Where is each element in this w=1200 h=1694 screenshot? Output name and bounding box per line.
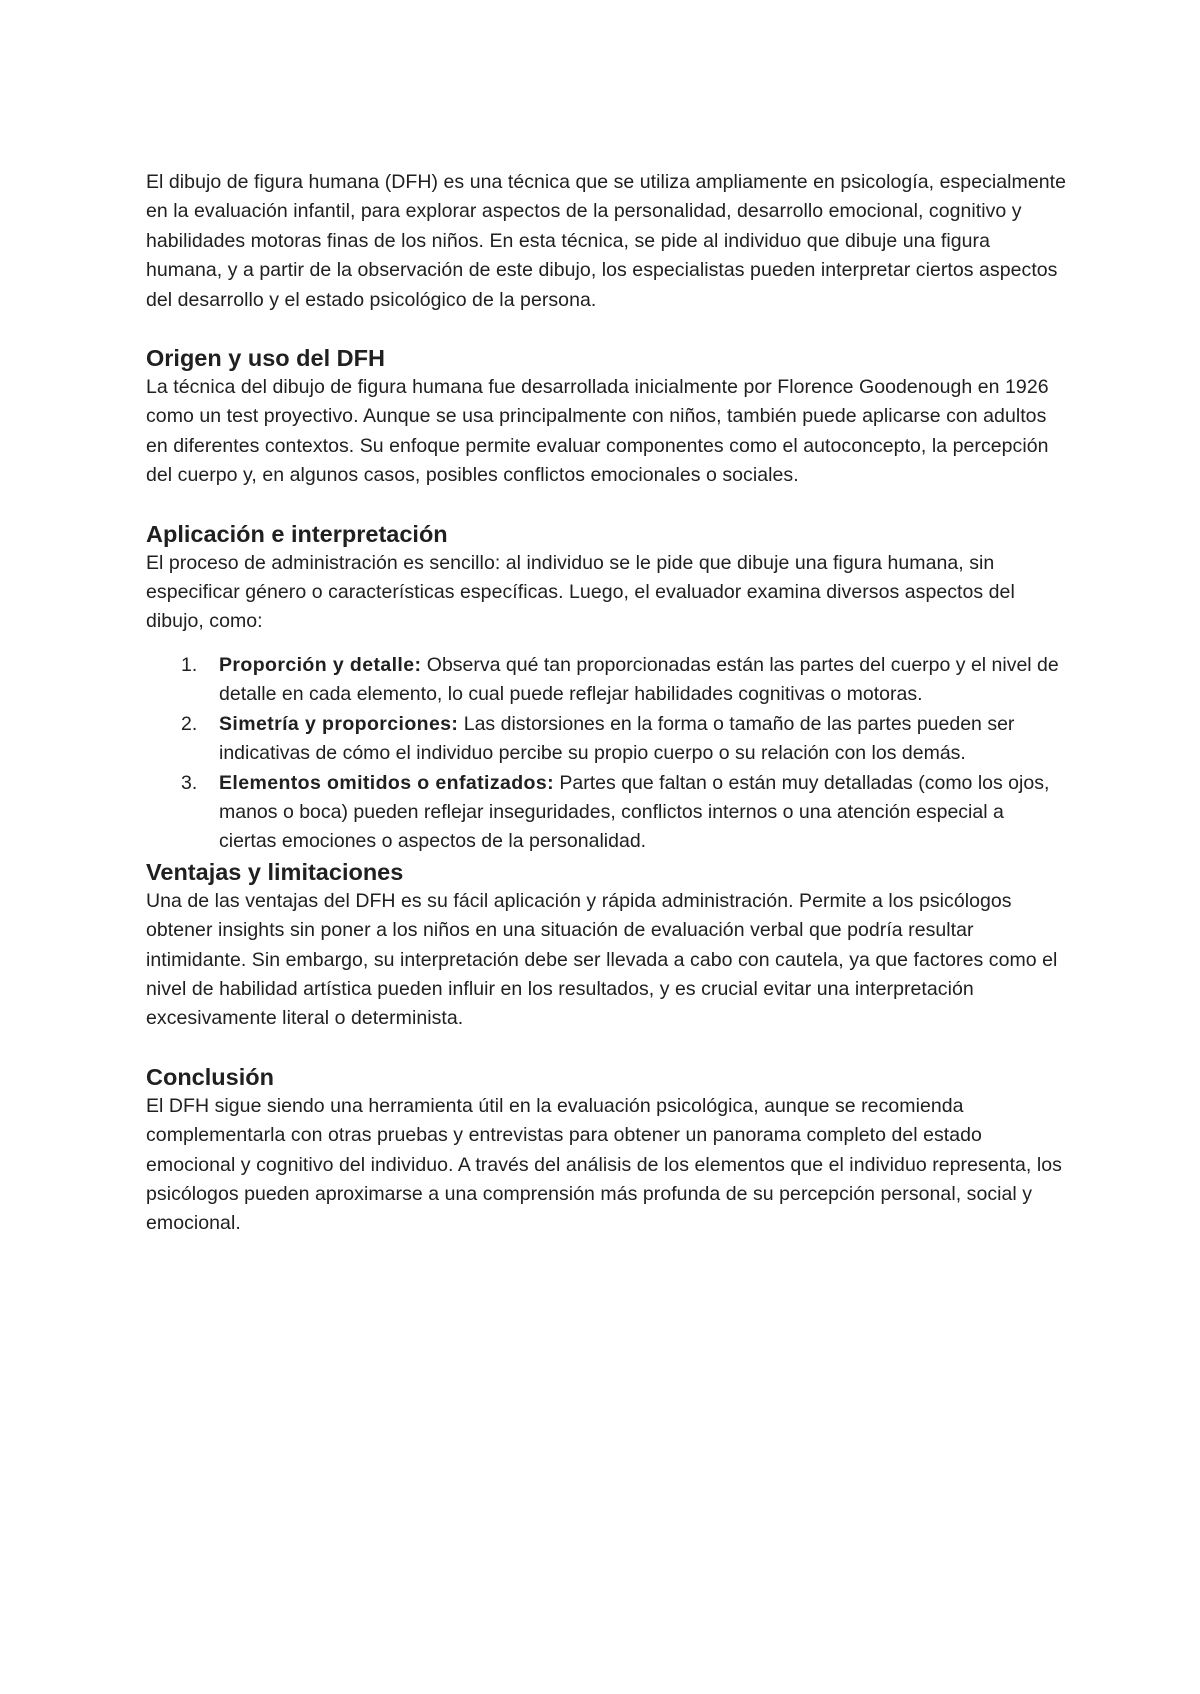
list-item — [146, 651, 1066, 710]
list-item — [146, 769, 1066, 857]
list-item-number: 2. — [181, 712, 198, 735]
section-heading-conclusion: Conclusión — [146, 1063, 274, 1090]
section-paragraph-conclusion: El DFH sigue siendo una herramienta útil en la evaluación psicológica, aunque se recomienda complementarla con otras pruebas y entrevistas para obtener un panorama completo del estado emocional y cognitivo del individuo. A través del análisis de los elementos que el individuo representa, los psicólogos pueden aproximarse a una comprensión más profunda de su percepción personal, social y emocional. — [146, 1094, 1062, 1235]
list-item — [146, 710, 1066, 769]
document-page — [146, 168, 1066, 1239]
numbered-list — [146, 651, 1066, 857]
section-heading-origen: Origen y uso del DFH — [146, 345, 385, 372]
list-item-text: Partes que faltan o están muy detalladas (como los ojos, manos o boca) pueden reflejar inseguridades, conflictos internos o una atención especial a ciertas emociones o aspectos de la personalidad. — [219, 771, 1050, 853]
list-item-term: Simetría y proporciones: — [219, 712, 459, 735]
section-heading-ventajas: Ventajas y limitaciones — [146, 858, 404, 885]
list-item-term: Proporción y detalle: — [219, 653, 422, 676]
list-item-text: Observa qué tan proporcionadas están las partes del cuerpo y el nivel de detalle en cada elemento, lo cual puede reflejar habilidades cognitivas o motoras. — [219, 653, 1059, 706]
intro-paragraph: El dibujo de figura humana (DFH) es una técnica que se utiliza ampliamente en psicología, especialmente en la evaluación infantil, para explorar aspectos de la personalidad, desarrollo emocional, cognitivo y habilidades motoras finas de los niños. En esta técnica, se pide al individuo que dibuje una figura humana, y a partir de la observación de este dibujo, los especialistas pueden interpretar ciertos aspectos del desarrollo y el estado psicológico de la persona. — [146, 171, 1066, 311]
section-paragraph-aplicacion: El proceso de administración es sencillo: al individuo se le pide que dibuje una figura humana, sin especificar género o características específicas. Luego, el evaluador examina diversos aspectos del dibujo, como: — [146, 551, 1015, 633]
section-heading-aplicacion: Aplicación e interpretación — [146, 520, 448, 547]
list-item-term: Elementos omitidos o enfatizados: — [219, 771, 554, 794]
section-paragraph-origen: La técnica del dibujo de figura humana fue desarrollada inicialmente por Florence Goodenough en 1926 como un test proyectivo. Aunque se usa principalmente con niños, también puede aplicarse con adultos en diferentes contextos. Su enfoque permite evaluar componentes como el autoconcepto, la percepción del cuerpo y, en algunos casos, posibles conflictos emocionales o sociales. — [146, 376, 1049, 487]
list-item-number: 1. — [181, 653, 198, 676]
list-item-number: 3. — [181, 771, 198, 794]
section-paragraph-ventajas: Una de las ventajas del DFH es su fácil aplicación y rápida administración. Permite a los psicólogos obtener insights sin poner a los niños en una situación de evaluación verbal que podría resultar intimidante. Sin embargo, su interpretación debe ser llevada a cabo con cautela, ya que factores como el nivel de habilidad artística pueden influir en los resultados, y es crucial evitar una interpretación excesivamente literal o determinista. — [146, 889, 1058, 1030]
list-item-text: Las distorsiones en la forma o tamaño de las partes pueden ser indicativas de cómo el individuo percibe su propio cuerpo o su relación con los demás. — [219, 712, 1015, 765]
